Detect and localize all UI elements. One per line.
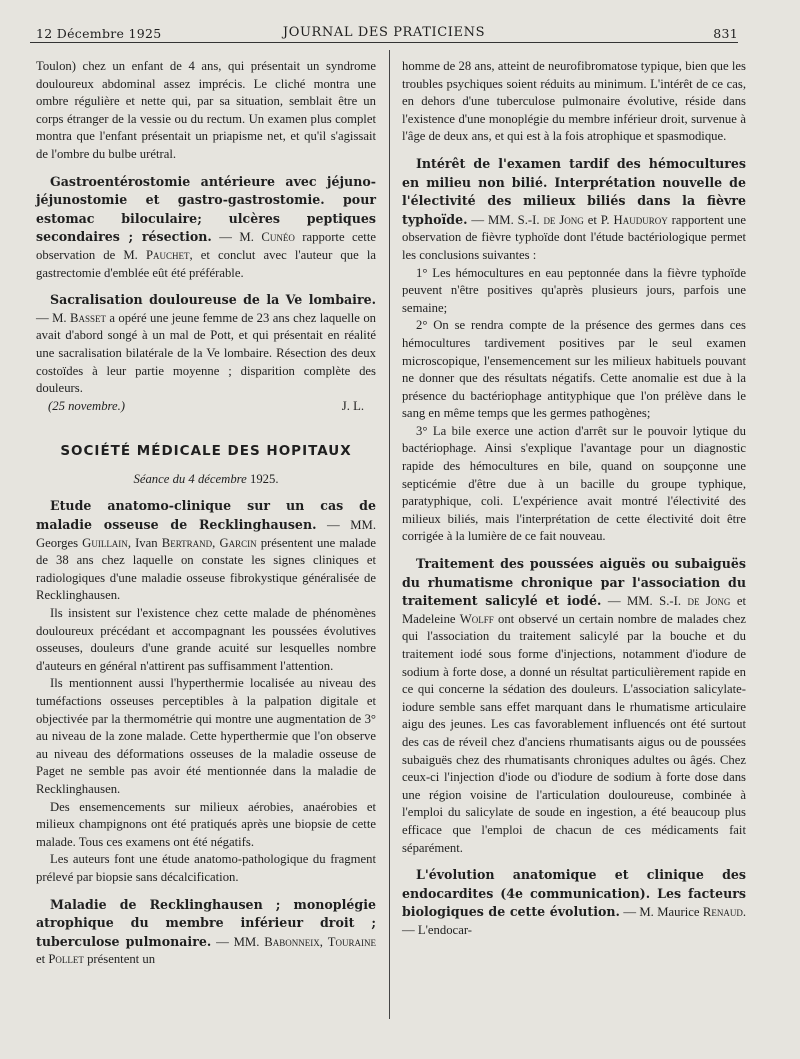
author-name: Wolff (459, 611, 494, 626)
paragraph: Les auteurs font une étude anatomo-pathologique du fragment prélevé par biopsie sans décalcification. (36, 852, 376, 884)
author-name: Hauduroy (613, 212, 668, 227)
left-column (36, 58, 376, 969)
author-name: de Jong (543, 212, 584, 227)
article-title: Traitement des poussées aiguës ou subaiguës du rhumatisme chronique par l'association du traitement salicylé et iodé. (402, 556, 746, 609)
article-sacralisation: Sacralisation douloureuse de la Ve lombaire. — M. Basset a opéré une jeune femme de 23 ans chez laquelle on avait d'abord songé à un mal de Pott, et qui présentait en réalité une sacralisation bilatérale de la Ve lombaire. Résection des deux costoïdes à leur partie moyenne ; disparition complète des douleurs. (36, 292, 377, 396)
numbered-conclusion: 2° On se rendra compte de la présence des germes dans ces hémocultures tardivement positives par le seul examen microscopique, l'ensemencement sur les milieux habituels pouvant ne donner que des résultats négatifs. Cette anomalie est due à la présence du bactériophage antityphique que l'on prélève dans le sang en même temps que les germes pathogènes; (402, 318, 746, 421)
continued-paragraph: homme de 28 ans, atteint de neurofibromatose typique, bien que les troubles psychiques soient réduits au minimum. L'intérêt de ce cas, en dehors d'une tuberculose pulmonaire évolutive, réside dans l'existence d'une monoplégie du membre inférieur droit, survenue à l'âge de deux ans, et qui est à la fois atrophique et spasmodique. (402, 59, 746, 144)
article-title: Etude anatomo-clinique sur un cas de maladie osseuse de Recklinghausen. (36, 498, 376, 533)
signature-date: (25 novembre.) (48, 398, 126, 413)
author-name: Pauchet (145, 247, 190, 262)
paragraph: Des ensemencements sur milieux aérobies, anaérobies et milieux champignons ont été pratiqués après une biopsie de cette malade. Tous ces examens ont été négatifs. (36, 799, 376, 849)
author-name: Garcin (219, 535, 257, 550)
numbered-conclusion: 1° Les hémocultures en eau peptonnée dans la fièvre typhoïde peuvent n'être positives qu'après plusieurs jours, parfois une semaine; (402, 265, 746, 315)
header-date: 12 Décembre 1925 (36, 26, 162, 41)
article-title: Maladie de Recklinghausen ; monoplégie atrophique du membre inférieur droit ; tuberculose pulmonaire. (36, 896, 376, 949)
author-name: Pollet (48, 952, 84, 967)
continued-paragraph: Toulon) chez un enfant de 4 ans, qui présentait un syndrome douloureux abdominal assez imprécis. Le cliché montra une ombre régulière et nette qui, par sa situation, semblait être un corps étranger de la vessie ou du rectum. Un examen plus complet montra que l'enfant présentait un priapisme net, et qu'il s'agissait de l'ombre du bulbe urétral. (36, 59, 376, 161)
article-endocardites: L'évolution anatomique et clinique des endocardites (4e communication). Les facteurs biologiques de cette évolution. — M. Maurice Renaud. — L'endocar- (402, 867, 746, 937)
column-divider (389, 50, 390, 1019)
section-title: SOCIÉTÉ MÉDICALE DES HOPITAUX (60, 443, 352, 460)
article-monoplegie: Maladie de Recklinghausen ; monoplégie atrophique du membre inférieur droit ; tuberculose pulmonaire. — MM. Babonneix, Touraine et Pollet présentent un (36, 896, 377, 967)
signature-initials: J. L. (341, 398, 364, 413)
article-title: Sacralisation douloureuse de la Ve lombaire. (50, 292, 376, 308)
author-name: Babonneix (264, 934, 320, 949)
signature-line (36, 398, 376, 416)
author-name: Bertrand (161, 535, 213, 550)
article-rhumatisme: Traitement des poussées aiguës ou subaiguës du rhumatisme chronique par l'association du traitement salicylé et iodé. — MM. S.-I. de Jong et Madeleine Wolff ont observé un certain nombre de malades chez qui l'association du traitement salicylé par la bouche et du traitement iodé sous forme d'injections, notamment d'iodure de sodium à forte dose, a donné un résultat particulièrement rapide en ce qui concerne la sédation des douleurs. L'association salicylate-iodure semble sans effet marquant dans le rhumatisme articulaire aigu des jeunes. Les cas favorablement influencés ont été surtout des cas de réveil chez d'anciens rhumatisants aigus ou de poussées subaiguës chez des rhumatisants chroniques adultes ou âgés. Chez ceux-ci l'injection d'iode ou d'iodure de sodium à forte dose dans une région voisine de l'articulation douloureuse, combinée à l'emploi du salicylate de soude en ingestion, a été beaucoup plus efficace que l'emploi de chacun de ces médicaments fait séparément. (402, 556, 746, 855)
article-title: Gastroentérostomie antérieure avec jéjuno-jéjunostomie et gastro-gastrostomie. pour estomac biloculaire; ulcères peptiques secondaires ; résection. (36, 173, 376, 245)
author-name: Guillain (82, 535, 128, 550)
author-name: de Jong (687, 594, 731, 609)
paragraph: Ils mentionnent aussi l'hyperthermie localisée au niveau des tuméfactions osseuses perceptibles à la palpation digitale et objectivée par la thermométrie qui montre une augmentation de 3° au niveau de la zone malade. Cette hyperthermie que l'on observe au niveau des déformations osseuses de la maladie osseuse de Paget ne semble pas avoir été mentionnée dans la maladie de Recklinghausen. (36, 676, 376, 796)
header-page-number: 831 (713, 26, 738, 41)
article-hemocultures: Intérêt de l'examen tardif des hémocultures en milieu non bilié. Interprétation nouvelle de l'électivité des milieux biliés dans la fièvre typhoïde. — MM. S.-I. de Jong et P. Hauduroy rapportent une observation de fièvre typhoïde dont l'étude bactériologique permet les conclusions suivantes : (402, 155, 746, 262)
author-name: Cunéo (261, 230, 295, 245)
running-header (30, 22, 738, 42)
article-title: Intérêt de l'examen tardif des hémocultures en milieu non bilié. Interprétation nouvelle de l'électivité des milieux biliés dans la fièvre typhoïde. (402, 155, 746, 227)
author-name: Basset (69, 310, 106, 325)
article-title: L'évolution anatomique et clinique des endocardites (4e communication). Les facteurs biologiques de cette évolution. (402, 867, 746, 920)
header-journal-title: JOURNAL DES PRATICIENS (282, 25, 486, 40)
header-rule (30, 42, 738, 43)
author-name: Touraine (327, 934, 377, 949)
paragraph: Ils insistent sur l'existence chez cette malade de phénomènes douloureux précédant et accompagnant les poussées évolutives osseuses, douleurs d'une grande acuité sur lesquelles nombre d'auteurs en général n'attirent pas suffisamment l'attention. (36, 606, 376, 673)
author-name: Renaud (702, 905, 743, 920)
numbered-conclusion: 3° La bile exerce une action d'arrêt sur le pouvoir lytique du bactériophage. Ainsi s'explique l'avantage pour un diagnostic rapide des hémocultures en bile, quand on soupçonne une septicémie d'être due à un bacille du groupe typhique, paratyphique, coli. L'expérience avait montré l'électivité des milieux biliés, mais l'interprétation de cette électivité doit être corrigée à la lumière de ce fait nouveau. (402, 423, 746, 544)
seance-date: Séance du 4 décembre 1925. (133, 471, 279, 486)
article-recklinghausen: Etude anatomo-clinique sur un cas de maladie osseuse de Recklinghausen. — MM. Georges Guillain, Ivan Bertrand, Garcin présentent une malade de 38 ans chez laquelle on constate les signes cliniques et radiologiques d'une maladie osseuse fibrokystique généralisée de Recklinghausen. (36, 498, 377, 603)
article-gastroenterostomie: Gastroentérostomie antérieure avec jéjuno-jéjunostomie et gastro-gastrostomie. pour estomac biloculaire; ulcères peptiques secondaires ; résection. — M. Cunéo rapporte cette observation de M. Pauchet, et conclut avec l'auteur que la gastrectomie d'emblée eût été préférable. (36, 173, 377, 280)
right-column (402, 58, 746, 940)
